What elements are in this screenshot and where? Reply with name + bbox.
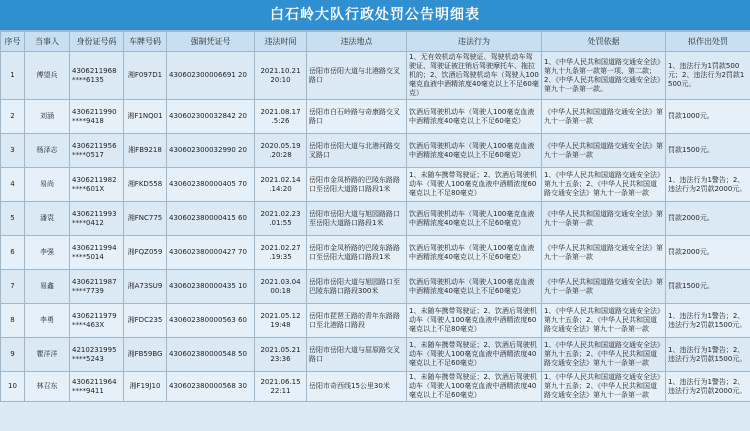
table-cell: 4306211964 ****9411 xyxy=(70,372,124,402)
col-header: 违法地点 xyxy=(307,32,407,52)
table-cell: 岳阳市白石岭路与奇康路交叉路口 xyxy=(307,100,407,134)
col-header: 序号 xyxy=(1,32,25,52)
table-cell: 2 xyxy=(1,100,25,134)
table-row xyxy=(1,270,750,304)
table-cell: 1、违法行为1警告；2、违法行为2罚款2000元。 xyxy=(666,372,750,402)
table-cell: 《中华人民共和国道路交通安全法》第九十一条第一款 xyxy=(542,270,666,304)
table-cell: 《中华人民共和国道路交通安全法》第九十一条第一款 xyxy=(542,202,666,236)
table-cell: 4306211990 ****9418 xyxy=(70,100,124,134)
table-cell: 罚款2000元。 xyxy=(666,202,750,236)
table-cell: 8 xyxy=(1,304,25,338)
table-cell: 1、《中华人民共和国道路交通安全法》第九十九条第一款第一项、第二款；2、《中华人民共和国道路交通安全法》第九十一条第一款。 xyxy=(542,52,666,100)
table-row xyxy=(1,372,750,402)
table-row xyxy=(1,100,750,134)
page-title: 白石岭大队行政处罚公告明细表 xyxy=(0,0,750,31)
table-cell: 湘FB9218 xyxy=(124,134,167,168)
table-cell: 430602380000563 60 xyxy=(167,304,255,338)
table-cell: 430602300032990 20 xyxy=(167,134,255,168)
table-cell: 1、《中华人民共和国道路交通安全法》第九十五条；2、《中华人民共和国道路交通安全法》第九十一条第一款 xyxy=(542,372,666,402)
table-cell: 2021.02.14 .14:20 xyxy=(255,168,307,202)
table-cell: 430602380000548 50 xyxy=(167,338,255,372)
table-cell: 饮酒后驾驶机动车（驾驶人100毫克血液中酒精浓度40毫克以上不足60毫克） xyxy=(407,100,542,134)
col-header: 当事人 xyxy=(25,32,70,52)
table-cell: 1、《中华人民共和国道路交通安全法》第九十五条；2、《中华人民共和国道路交通安全法》第九十一条第一款 xyxy=(542,168,666,202)
table-cell: 430602380000415 60 xyxy=(167,202,255,236)
table-cell: 430602300006691 20 xyxy=(167,52,255,100)
table-cell: 易尚 xyxy=(25,168,70,202)
table-cell: 4306211987 ****7739 xyxy=(70,270,124,304)
table-row xyxy=(1,236,750,270)
table-cell: 1、《中华人民共和国道路交通安全法》第九十五条；2、《中华人民共和国道路交通安全法》第九十一条第一款 xyxy=(542,304,666,338)
table-cell: 1、《中华人民共和国道路交通安全法》第九十五条；2、《中华人民共和国道路交通安全法》第九十一条第一款 xyxy=(542,338,666,372)
table-cell: 岳阳市岳阳大道与屈原路交叉路口 xyxy=(307,338,407,372)
table-cell: 2021.08.17 .5:26 xyxy=(255,100,307,134)
table-row xyxy=(1,338,750,372)
col-header: 强制凭证号 xyxy=(167,32,255,52)
table-cell: 4306211982 ****601X xyxy=(70,168,124,202)
table-row xyxy=(1,168,750,202)
table-cell: 林召东 xyxy=(25,372,70,402)
table-cell: 湘F097D1 xyxy=(124,52,167,100)
table-cell: 湘FB59BG xyxy=(124,338,167,372)
table-cell: 430602380000435 10 xyxy=(167,270,255,304)
table-cell: 4306211956 ****0517 xyxy=(70,134,124,168)
table-cell: 饮酒后驾驶机动车（驾驶人100毫克血液中酒精浓度40毫克以上不足60毫克） xyxy=(407,270,542,304)
table-cell: 4 xyxy=(1,168,25,202)
table-cell: 1、未随车携带驾驶证；2、饮酒后驾驶机动车（驾驶人100毫克血液中酒精浓度40毫克以上不足60毫克） xyxy=(407,338,542,372)
table-cell: 1、违法行为1警告；2、违法行为2罚款1500元。 xyxy=(666,338,750,372)
table-cell: 2021.05.21 23:36 xyxy=(255,338,307,372)
table-cell: 罚款1000元。 xyxy=(666,100,750,134)
table-cell: 刘涵 xyxy=(25,100,70,134)
table-cell: 9 xyxy=(1,338,25,372)
table-cell: 饮酒后驾驶机动车（驾驶人100毫克血液中酒精浓度40毫克以上不足60毫克） xyxy=(407,134,542,168)
col-header: 身份证号码 xyxy=(70,32,124,52)
table-cell: 湘FDC235 xyxy=(124,304,167,338)
header-row xyxy=(1,32,750,52)
table-cell: 岳阳市金凤桥路的巴陵东路路口至岳阳大道路口路段1米 xyxy=(307,168,407,202)
table-cell: 430602380000405 70 xyxy=(167,168,255,202)
table-cell: 4306211968 ****6135 xyxy=(70,52,124,100)
table-cell: 1、违法行为1警告；2、违法行为2罚款2000元。 xyxy=(666,168,750,202)
table-cell: 岳阳市金凤桥路的巴陵东路路口至岳阳大道路口路段1米 xyxy=(307,236,407,270)
table-cell: 岳阳市岳阳大道与旭园路口至巴陵东路口路段300米 xyxy=(307,270,407,304)
table-cell: 岳阳市岳阳大道与北港路交叉路口 xyxy=(307,52,407,100)
table-cell: 2021.10.21 20:10 xyxy=(255,52,307,100)
table-cell: 《中华人民共和国道路交通安全法》第九十一条第一款 xyxy=(542,236,666,270)
table-cell: 2021.03.04 00:18 xyxy=(255,270,307,304)
table-row xyxy=(1,202,750,236)
table-cell: 湘F19J10 xyxy=(124,372,167,402)
col-header: 拟作出处罚 xyxy=(666,32,750,52)
col-header: 处罚依据 xyxy=(542,32,666,52)
table-cell: 杨泽志 xyxy=(25,134,70,168)
penalty-table xyxy=(0,31,750,402)
table-cell: 430602380000568 30 xyxy=(167,372,255,402)
table-cell: 瞿洋洋 xyxy=(25,338,70,372)
col-header: 违法时间 xyxy=(255,32,307,52)
table-cell: 湘FKD558 xyxy=(124,168,167,202)
table-cell: 2021.02.23 .01:55 xyxy=(255,202,307,236)
table-cell: 湘FNC775 xyxy=(124,202,167,236)
table-cell: 李勇 xyxy=(25,304,70,338)
table-cell: 430602380000427 70 xyxy=(167,236,255,270)
table-cell: 饮酒后驾驶机动车（驾驶人100毫克血液中酒精浓度40毫克以上不足60毫克） xyxy=(407,236,542,270)
table-cell: 饮酒后驾驶机动车（驾驶人100毫克血液中酒精浓度40毫克以上不足60毫克） xyxy=(407,202,542,236)
table-cell: 430602300032842 20 xyxy=(167,100,255,134)
table-cell: 《中华人民共和国道路交通安全法》第九十一条第一款 xyxy=(542,100,666,134)
table-cell: 1、未随车携带驾驶证；2、饮酒后驾驶机动车（驾驶人100毫克血液中酒精浓度60毫克以上不足80毫克） xyxy=(407,168,542,202)
table-cell: 4210231995 ****5243 xyxy=(70,338,124,372)
table-cell: 2021.02.27 .19:35 xyxy=(255,236,307,270)
table-cell: 湘A73SU9 xyxy=(124,270,167,304)
table-cell: 1、未随车携带驾驶证；2、饮酒后驾驶机动车（驾驶人100毫克血液中酒精浓度40毫克以上不足60毫克） xyxy=(407,372,542,402)
table-row xyxy=(1,304,750,338)
table-cell: 岳阳市琵琶王路的青年东路路口至北港路口路段 xyxy=(307,304,407,338)
table-cell: 6 xyxy=(1,236,25,270)
table-cell: 5 xyxy=(1,202,25,236)
table-cell: 罚款1500元。 xyxy=(666,134,750,168)
table-cell: 1、无有效机动车驾驶证、驾驶机动车驾驶证、驾驶证被注销后驾驶摩托车、拖拉机的；2、饮酒后驾驶机动车（驾驶人100毫克血液中酒精浓度40毫克以上不足60毫克） xyxy=(407,52,542,100)
table-cell: 《中华人民共和国道路交通安全法》第九十一条第一款 xyxy=(542,134,666,168)
table-cell: 4306211994 ****5014 xyxy=(70,236,124,270)
table-cell: 1 xyxy=(1,52,25,100)
table-cell: 罚款1500元。 xyxy=(666,270,750,304)
table-cell: 岳阳市岳阳大道与北港河路交叉路口 xyxy=(307,134,407,168)
table-cell: 1、违法行为1罚款500元；2、违法行为2罚款1500元。 xyxy=(666,52,750,100)
table-cell: 潘袁 xyxy=(25,202,70,236)
table-cell: 易鑫 xyxy=(25,270,70,304)
table-row xyxy=(1,52,750,100)
table-cell: 傅望兵 xyxy=(25,52,70,100)
table-cell: 1、未随车携带驾驶证；2、饮酒后驾驶机动车（驾驶人100毫克血液中酒精浓度60毫克以上不足80毫克） xyxy=(407,304,542,338)
table-cell: 4306211979 ****463X xyxy=(70,304,124,338)
table-cell: 湘F1NQ01 xyxy=(124,100,167,134)
table-row xyxy=(1,134,750,168)
table-cell: 岳阳市奇西线15公里30米 xyxy=(307,372,407,402)
table-cell: 2021.06.15 22:11 xyxy=(255,372,307,402)
table-cell: 4306211993 ****0412 xyxy=(70,202,124,236)
table-cell: 湘FQZ059 xyxy=(124,236,167,270)
table-cell: 岳阳市岳阳大道与旭园路路口至岳阳大道路口路段1米 xyxy=(307,202,407,236)
table-cell: 3 xyxy=(1,134,25,168)
col-header: 违法行为 xyxy=(407,32,542,52)
table-cell: 2021.05.12 19:48 xyxy=(255,304,307,338)
table-cell: 7 xyxy=(1,270,25,304)
table-cell: 2020.05.19 .20:28 xyxy=(255,134,307,168)
table-cell: 李强 xyxy=(25,236,70,270)
table-cell: 罚款2000元。 xyxy=(666,236,750,270)
table-cell: 10 xyxy=(1,372,25,402)
col-header: 车牌号码 xyxy=(124,32,167,52)
table-cell: 1、违法行为1警告；2、违法行为2罚款1500元。 xyxy=(666,304,750,338)
